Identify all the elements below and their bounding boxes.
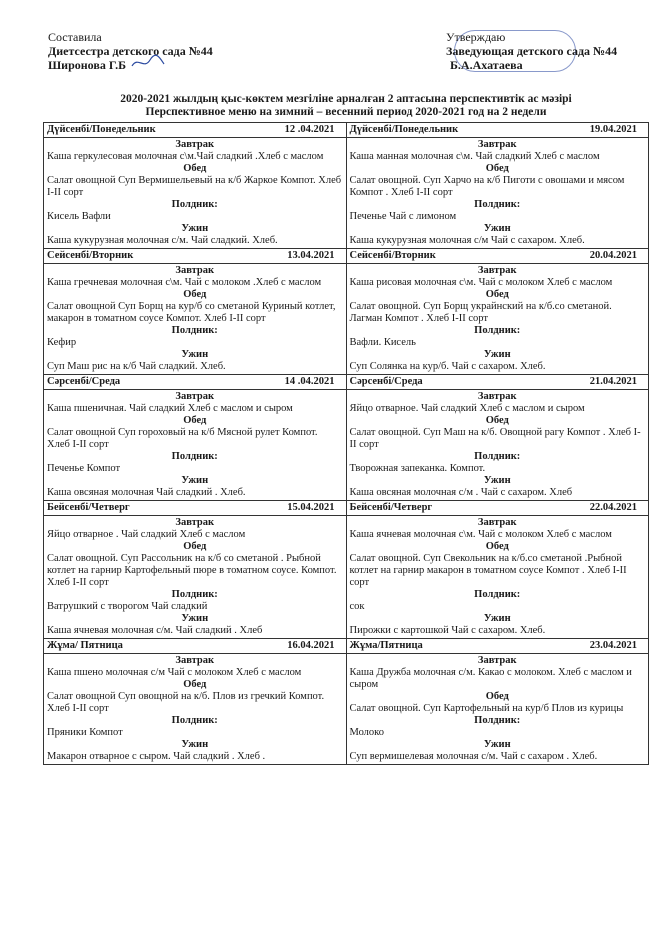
snack-label: Полдник: — [171, 589, 218, 600]
snack-label: Полдник: — [474, 325, 521, 336]
approver-heading: Утверждаю — [446, 30, 506, 44]
lunch-label: Обед — [183, 163, 207, 174]
snack-label: Полдник: — [474, 199, 521, 210]
snack-text: Печенье Компот — [47, 463, 121, 474]
day-header-cell — [44, 639, 347, 654]
snack-text: Печенье Чай с лимоном — [349, 211, 457, 222]
snack-label: Полдник: — [474, 589, 521, 600]
breakfast-text: Каша ячневая молочная с\м. Чай с молоком Хлеб с маслом — [349, 529, 612, 540]
dinner-label: Ужин — [483, 223, 511, 234]
day-menu-cell — [346, 390, 649, 501]
lunch-text: Салат овощной Суп Борщ на кур/б со сметаной Куриный котлет, макарон в томатном соусе Компот. Хлеб I-II сорт — [47, 301, 336, 324]
menu-date: 12 .04.2021 — [284, 124, 335, 135]
breakfast-text: Каша Дружба молочная с/м. Какао с молоком. Хлеб с маслом и сыром — [349, 667, 632, 690]
lunch-label: Обед — [485, 289, 509, 300]
dinner-label: Ужин — [483, 349, 511, 360]
dinner-label: Ужин — [181, 739, 209, 750]
signature-mark — [130, 54, 166, 72]
lunch-text: Салат овощной. Суп Харчо на к/б Пиготи с овошами и мясом Компот . Хлеб I-II сорт — [349, 175, 625, 198]
weekday-label: Жұма/ Пятница — [47, 640, 123, 651]
day-menu-cell — [44, 654, 347, 765]
snack-text: Вафли. Кисель — [349, 337, 416, 348]
day-menu-cell — [44, 264, 347, 375]
dinner-text: Пирожки с картошкой Чай с сахаром. Хлеб. — [349, 625, 546, 636]
compiler-heading: Составила — [48, 30, 102, 44]
dinner-text: Суп Солянка на кур/б. Чай с сахаром. Хлеб. — [349, 361, 546, 372]
lunch-label: Обед — [485, 415, 509, 426]
breakfast-text: Каша геркулесовая молочная с\м.Чай сладкий .Хлеб с маслом — [47, 151, 324, 162]
weekday-label: Бейсенбі/Четверг — [47, 502, 130, 513]
snack-text: Кисель Вафли — [47, 211, 111, 222]
lunch-text: Салат овощной Суп гороховый на к/б Мясной рулет Компот. Хлеб I-II сорт — [47, 427, 318, 450]
breakfast-text: Яйцо отварное. Чай сладкий Хлеб с маслом и сыром — [349, 403, 585, 414]
breakfast-label: Завтрак — [175, 517, 215, 528]
lunch-text: Салат овощной. Суп Картофельный на кур/б Плов из курицы — [349, 703, 624, 714]
breakfast-text: Каша пшено молочная с/м Чай с молоком Хлеб с маслом — [47, 667, 302, 678]
dinner-label: Ужин — [483, 739, 511, 750]
menu-date: 13.04.2021 — [287, 250, 335, 261]
menu-date: 22.04.2021 — [589, 502, 637, 513]
snack-text: Кефир — [47, 337, 77, 348]
dinner-text: Каша овсяная молочная с/м . Чай с сахаром. Хлеб — [349, 487, 573, 498]
breakfast-label: Завтрак — [477, 517, 517, 528]
menu-date: 16.04.2021 — [287, 640, 335, 651]
lunch-text: Салат овощной. Суп Свекольник на к/б.со сметаной .Рыбной котлет на гарнир макарон в томатном соусе Компот . Хлеб I-II сорт — [349, 553, 627, 588]
weekday-label: Сейсенбі/Вторник — [349, 250, 436, 261]
day-menu-cell — [346, 264, 649, 375]
lunch-text: Салат овощной. Суп Рассольник на к/б со сметаной . Рыбной котлет на гарнир Картофельный пюре в томатном соусе. Компот. Хлеб I-II сорт — [47, 553, 337, 588]
document-title — [40, 93, 652, 119]
day-menu-row — [44, 654, 649, 765]
day-header-cell — [44, 249, 347, 264]
breakfast-label: Завтрак — [175, 655, 215, 666]
day-menu-cell — [44, 138, 347, 249]
lunch-label: Обед — [183, 541, 207, 552]
dinner-text: Каша ячневая молочная с/м. Чай сладкий . Хлеб — [47, 625, 263, 636]
title-russian: Перспективное меню на зимний – весенний период 2020-2021 год на 2 недели — [145, 106, 547, 118]
day-menu-cell — [346, 516, 649, 639]
approver-position: Заведующая детского сада №44 — [446, 44, 618, 58]
snack-label: Полдник: — [474, 715, 521, 726]
day-header-row — [44, 375, 649, 390]
weekday-label: Бейсенбі/Четверг — [349, 502, 433, 513]
lunch-text: Салат овощной Суп овощной на к/б. Плов из гречкий Компот. Хлеб I-II сорт — [47, 691, 325, 714]
day-header-row — [44, 501, 649, 516]
breakfast-text: Каша пшеничная. Чай сладкий Хлеб с маслом и сыром — [47, 403, 293, 414]
day-header-cell — [346, 501, 649, 516]
snack-label: Полдник: — [171, 325, 218, 336]
menu-date: 23.04.2021 — [589, 640, 637, 651]
snack-label: Полдник: — [474, 451, 521, 462]
day-menu-row — [44, 138, 649, 249]
dinner-text: Макарон отварное с сыром. Чай сладкий . Хлеб . — [47, 751, 266, 762]
snack-label: Полдник: — [171, 715, 218, 726]
breakfast-label: Завтрак — [477, 265, 517, 276]
menu-date: 20.04.2021 — [589, 250, 637, 261]
day-header-row — [44, 249, 649, 264]
day-menu-cell — [44, 516, 347, 639]
menu-table — [43, 122, 649, 765]
weekday-label: Жұма/Пятница — [349, 640, 423, 651]
snack-text: сок — [349, 601, 365, 612]
weekday-label: Дүйсенбі/Понедельник — [349, 124, 459, 135]
dinner-text: Суп Маш рис на к/б Чай сладкий. Хлеб. — [47, 361, 226, 372]
lunch-label: Обед — [485, 163, 509, 174]
dinner-text: Каша кукурузная молочная с/м. Чай сладкий. Хлеб. — [47, 235, 278, 246]
snack-text: Молоко — [349, 727, 384, 738]
snack-text: Ватрушкий с творогом Чай сладкий — [47, 601, 208, 612]
approver-block — [446, 30, 617, 72]
lunch-label: Обед — [485, 541, 509, 552]
approver-name: Б.А.Ахатаева — [450, 58, 523, 72]
menu-body — [44, 123, 649, 765]
breakfast-label: Завтрак — [477, 139, 517, 150]
day-header-row — [44, 123, 649, 138]
day-header-row — [44, 639, 649, 654]
day-menu-cell — [346, 138, 649, 249]
snack-text: Пряники Компот — [47, 727, 123, 738]
day-header-cell — [44, 501, 347, 516]
day-menu-row — [44, 264, 649, 375]
breakfast-text: Каша гречневая молочная с\м. Чай с молоком .Хлеб с маслом — [47, 277, 322, 288]
lunch-label: Обед — [183, 679, 207, 690]
lunch-text: Салат овощной Суп Вермишельевый на к/б Жаркое Компот. Хлеб I-II сорт — [47, 175, 342, 198]
breakfast-text: Каша манная молочная с\м. Чай сладкий Хлеб с маслом — [349, 151, 600, 162]
day-header-cell — [346, 375, 649, 390]
day-header-cell — [346, 123, 649, 138]
day-header-cell — [346, 249, 649, 264]
dinner-label: Ужин — [181, 613, 209, 624]
menu-date: 15.04.2021 — [287, 502, 335, 513]
day-header-cell — [44, 123, 347, 138]
dinner-text: Каша кукурузная молочная с/м Чай с сахаром. Хлеб. — [349, 235, 585, 246]
snack-text: Творожная запеканка. Компот. — [349, 463, 486, 474]
title-kazakh: 2020-2021 жылдың қыс-көктем мезгіліне арналған 2 аптасына перспективтік ас мәзірі — [120, 93, 572, 105]
dinner-label: Ужин — [181, 349, 209, 360]
lunch-label: Обед — [485, 691, 509, 702]
snack-label: Полдник: — [171, 451, 218, 462]
lunch-label: Обед — [183, 415, 207, 426]
weekday-label: Сәрсенбі/Среда — [349, 376, 423, 387]
weekday-label: Дүйсенбі/Понедельник — [47, 124, 156, 135]
dinner-text: Суп вермишелевая молочная с/м. Чай с сахаром . Хлеб. — [349, 751, 598, 762]
dinner-text: Каша овсяная молочная Чай сладкий . Хлеб. — [47, 487, 246, 498]
dinner-label: Ужин — [181, 475, 209, 486]
lunch-text: Салат овощной. Суп Борщ украйнский на к/б.со сметаной. Лагман Компот . Хлеб I-II сорт — [349, 301, 612, 324]
breakfast-label: Завтрак — [175, 391, 215, 402]
breakfast-text: Яйцо отварное . Чай сладкий Хлеб с маслом — [47, 529, 246, 540]
snack-label: Полдник: — [171, 199, 218, 210]
dinner-label: Ужин — [483, 475, 511, 486]
menu-date: 14 .04.2021 — [284, 376, 335, 387]
menu-date: 21.04.2021 — [589, 376, 637, 387]
breakfast-label: Завтрак — [175, 139, 215, 150]
breakfast-label: Завтрак — [175, 265, 215, 276]
compiler-name: Широнова Г.Б — [48, 58, 127, 72]
breakfast-text: Каша рисовая молочная с\м. Чай с молоком Хлеб с маслом — [349, 277, 613, 288]
day-menu-row — [44, 390, 649, 501]
weekday-label: Сәрсенбі/Среда — [47, 376, 121, 387]
day-header-cell — [346, 639, 649, 654]
breakfast-label: Завтрак — [477, 391, 517, 402]
dinner-label: Ужин — [181, 223, 209, 234]
day-menu-row — [44, 516, 649, 639]
lunch-label: Обед — [183, 289, 207, 300]
lunch-text: Салат овощной. Суп Маш на к/б. Овощной рагу Компот . Хлеб I-II сорт — [349, 427, 641, 450]
day-menu-cell — [346, 654, 649, 765]
day-menu-cell — [44, 390, 347, 501]
weekday-label: Сейсенбі/Вторник — [47, 250, 134, 261]
day-header-cell — [44, 375, 347, 390]
compiler-position: Диетсестра детского сада №44 — [48, 44, 213, 58]
breakfast-label: Завтрак — [477, 655, 517, 666]
dinner-label: Ужин — [483, 613, 511, 624]
menu-date: 19.04.2021 — [589, 124, 637, 135]
